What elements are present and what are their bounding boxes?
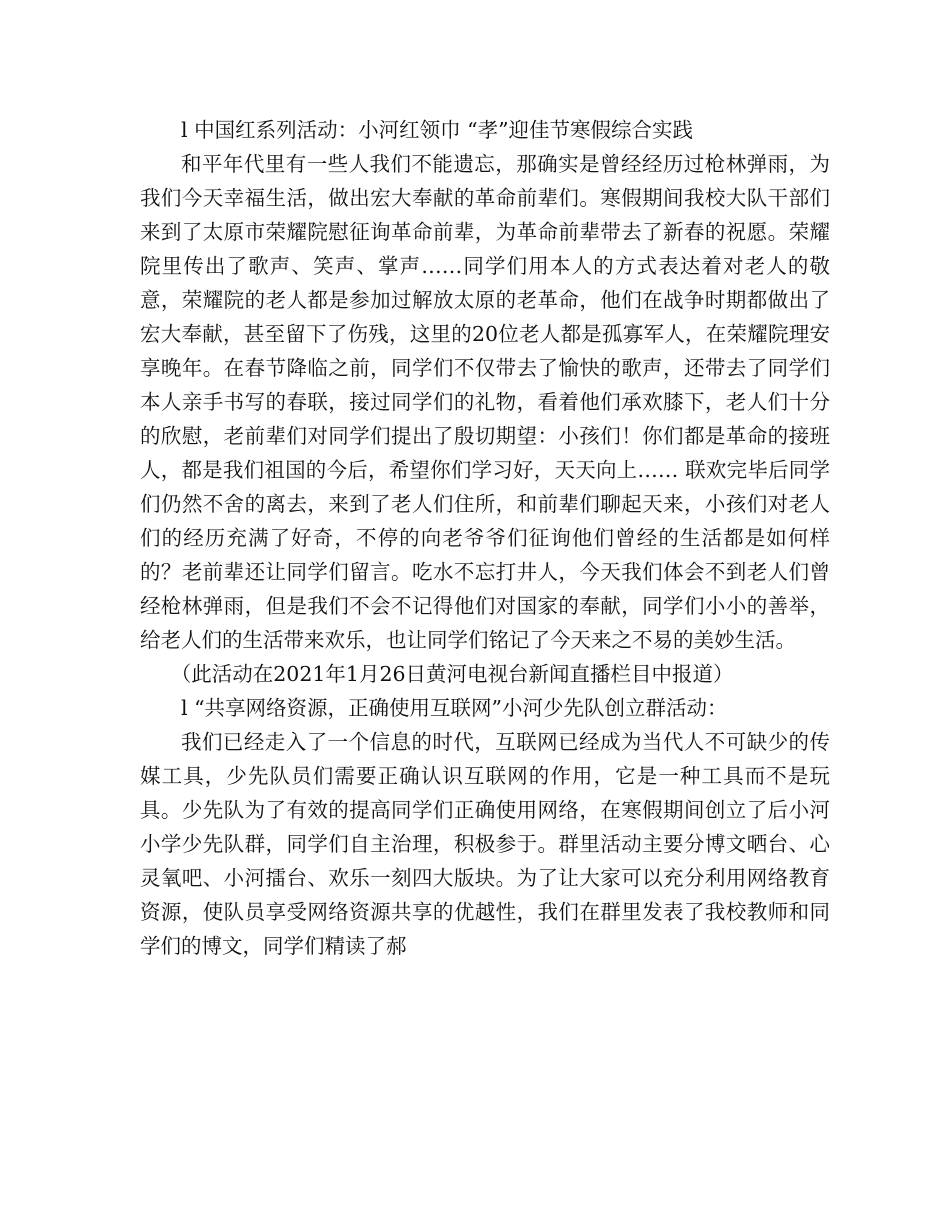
document-body (140, 113, 830, 963)
body-paragraph-2: 我们已经走入了一个信息的时代，互联网已经成为当代人不可缺少的传媒工具，少先队员们需要正确认识互联网的作用，它是一种工具而不是玩具。少先队为了有效的提高同学们正确使用网络，在寒假期间创立了后小河小学少先队群，同学们自主治理，积极参于。群里活动主要分博文晒台、心灵氧吧、小河擂台、欢乐一刻四大版块。为了让大家可以充分利用网络教育资源，使队员享受网络资源共享的优越性，我们在群里发表了我校教师和同学们的博文，同学们精读了郝 (140, 730, 830, 958)
broadcast-note: （此活动在2021年1月26日黄河电视台新闻直播栏目中报道） (170, 662, 734, 686)
body-paragraph-1: 和平年代里有一些人我们不能遗忘，那确实是曾经经历过枪林弹雨，为我们今天幸福生活，做出宏大奉献的革命前辈们。寒假期间我校大队干部们来到了太原市荣耀院慰征询革命前辈，为革命前辈带去了新春的祝愿。荣耀院里传出了歌声、笑声、掌声……同学们用本人的方式表达着对老人的敬意，荣耀院的老人都是参加过解放太原的老革命，他们在战争时期都做出了宏大奉献，甚至留下了伤残，这里的20位老人都是孤寡军人，在荣耀院理安享晚年。在春节降临之前，同学们不仅带去了愉快的歌声，还带去了同学们本人亲手书写的春联，接过同学们的礼物，看着他们承欢膝下，老人们十分的欣慰，老前辈们对同学们提出了殷切期望：小孩们！你们都是革命的接班人，都是我们祖国的今后，希望你们学习好，天天向上…… 联欢完毕后同学们仍然不舍的离去，来到了老人们住所，和前辈们聊起天来，小孩们对老人们的经历充满了好奇，不停的向老爷爷们征询他们曾经的生活都是如何样的？老前辈还让同学们留言。吃水不忘打井人，今天我们体会不到老人们曾经枪林弹雨，但是我们不会不记得他们对国家的奉献，同学们小小的善举，给老人们的生活带来欢乐，也让同学们铭记了今天来之不易的美妙生活。 (140, 152, 830, 652)
section-heading-1: l 中国红系列活动：小河红领巾 “孝”迎佳节寒假综合实践 (181, 118, 694, 142)
section-heading-2: l “共享网络资源，正确使用互联网”小河少先队创立群活动： (181, 696, 728, 720)
